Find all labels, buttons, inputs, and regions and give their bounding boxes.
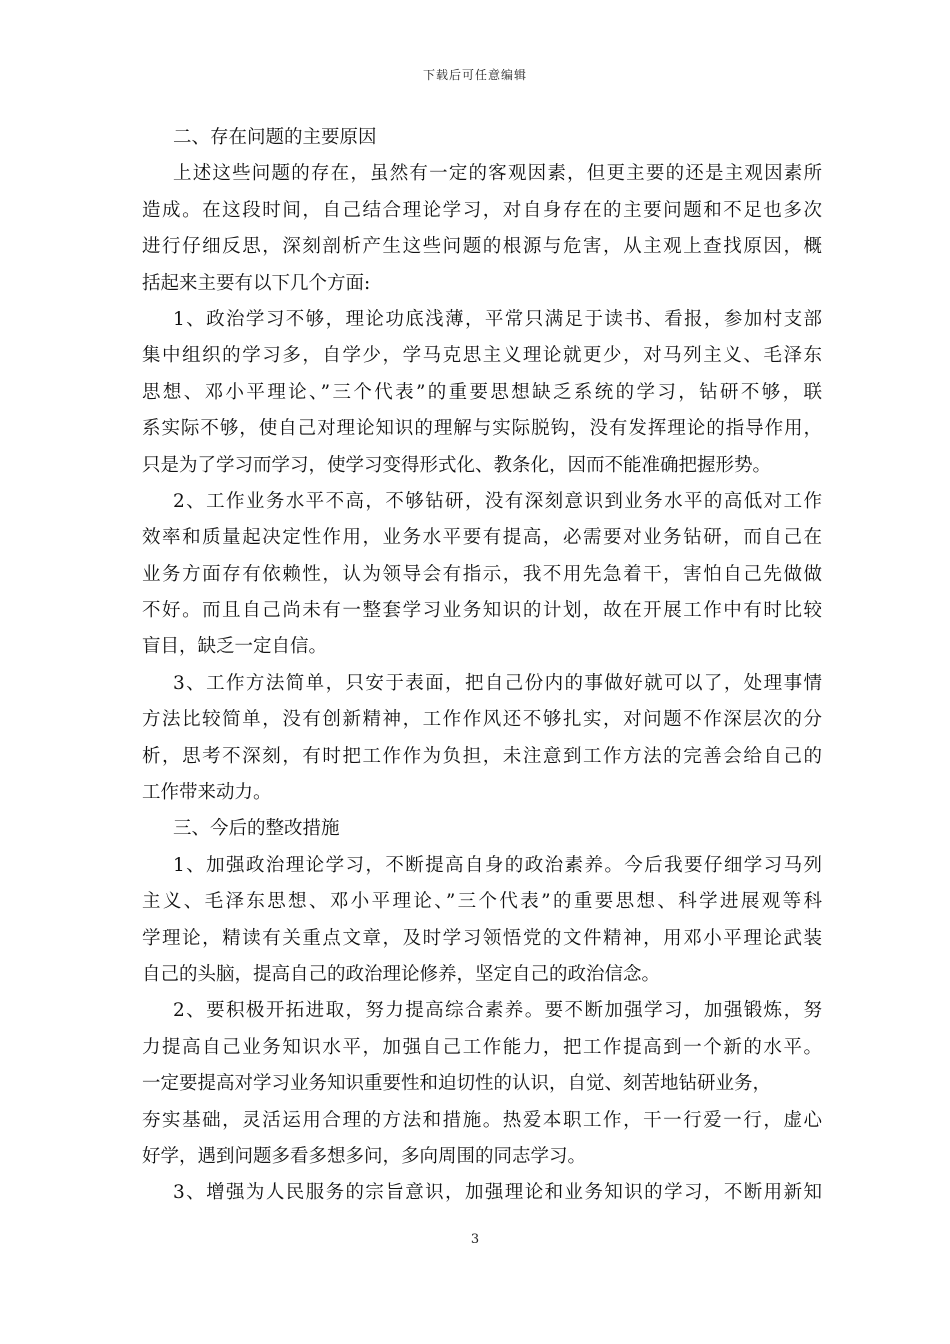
text-line: 三、今后的整改措施 — [173, 818, 340, 840]
text-line: 只是为了学习而学习，使学习变得形式化、教条化，因而不能准确把握形势。 — [142, 454, 772, 476]
text-line: 上述这些问题的存在，虽然有一定的客观因素，但更主要的还是主观因素所 — [173, 163, 822, 185]
text-line: 主义、毛泽东思想、邓小平理论、”三个代表”的重要思想、科学进展观等科 — [142, 891, 822, 913]
text-line: 好学，遇到问题多看多想多问，多向周围的同志学习。 — [142, 1145, 587, 1167]
text-line: 3、增强为人民服务的宗旨意识，加强理论和业务知识的学习，不断用新知 — [173, 1182, 822, 1204]
text-line: 二、存在问题的主要原因 — [173, 127, 377, 148]
text-line: 进行仔细反思，深刻剖析产生这些问题的根源与危害，从主观上查找原因，概 — [142, 236, 822, 258]
text-line: 思想、邓小平理论、”三个代表”的重要思想缺乏系统的学习，钻研不够，联 — [142, 381, 822, 403]
header-note: 下载后可任意编辑 — [422, 68, 527, 82]
text-line: 业务方面存有依赖性，认为领导会有指示，我不用先急着干，害怕自己先做做 — [142, 563, 822, 585]
text-line: 方法比较简单，没有创新精神，工作作风还不够扎实，对问题不作深层次的分 — [142, 709, 822, 731]
text-line: 2、工作业务水平不高，不够钻研，没有深刻意识到业务水平的高低对工作 — [173, 490, 822, 512]
text-line: 括起来主要有以下几个方面: — [142, 272, 371, 294]
text-line: 夯实基础，灵活运用合理的方法和措施。热爱本职工作，干一行爱一行，虚心 — [142, 1109, 822, 1131]
text-line: 不好。而且自己尚未有一整套学习业务知识的计划，故在开展工作中有时比较 — [142, 600, 822, 622]
text-line: 2、要积极开拓进取，努力提高综合素养。要不断加强学习，加强锻炼，努 — [173, 1000, 822, 1022]
text-line: 一定要提高对学习业务知识重要性和迫切性的认识，自觉、刻苦地钻研业务， — [142, 1073, 772, 1095]
page-number: 3 — [470, 1232, 480, 1247]
text-line: 自己的头脑，提高自己的政治理论修养，坚定自己的政治信念。 — [142, 963, 661, 985]
text-line: 集中组织的学习多，自学少，学马克思主义理论就更少，对马列主义、毛泽东 — [142, 345, 822, 367]
text-line: 效率和质量起决定性作用，业务水平要有提高，必需要对业务钻研，而自己在 — [142, 527, 822, 549]
text-line: 造成。在这段时间，自己结合理论学习，对自身存在的主要问题和不足也多次 — [142, 199, 822, 221]
text-line: 工作带来动力。 — [142, 782, 272, 804]
document-body — [142, 120, 822, 1212]
text-line: 析，思考不深刻，有时把工作作为负担，未注意到工作方法的完善会给自己的 — [142, 745, 822, 767]
text-line: 力提高自己业务知识水平，加强自己工作能力，把工作提高到一个新的水平。 — [142, 1036, 822, 1058]
text-line: 1、政治学习不够，理论功底浅薄，平常只满足于读书、看报，参加村支部 — [173, 308, 822, 330]
text-line: 系实际不够，使自己对理论知识的理解与实际脱钩，没有发挥理论的指导作用， — [142, 418, 822, 440]
text-line: 3、工作方法简单，只安于表面，把自己份内的事做好就可以了，处理事情 — [173, 672, 822, 694]
text-line: 1、加强政治理论学习，不断提高自身的政治素养。今后我要仔细学习马列 — [173, 854, 822, 876]
text-line: 盲目，缺乏一定自信。 — [142, 636, 328, 658]
text-line: 学理论，精读有关重点文章，及时学习领悟党的文件精神，用邓小平理论武装 — [142, 927, 822, 949]
